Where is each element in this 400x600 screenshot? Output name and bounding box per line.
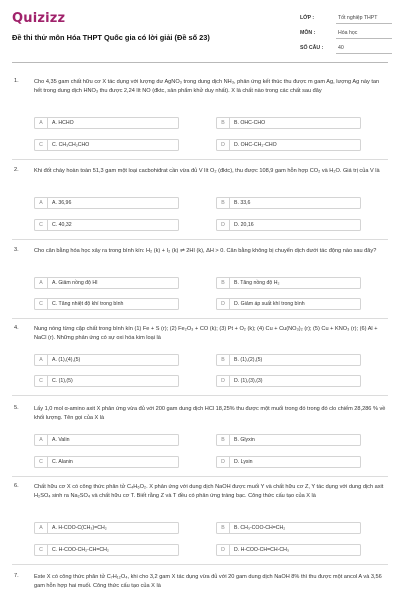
option-c[interactable] <box>34 375 179 387</box>
option-a[interactable] <box>34 354 179 366</box>
option-letter: A <box>35 118 48 128</box>
question-text: Cho cân bằng hóa học xảy ra trong bình kín: H₂ (k) + I₂ (k) ⇌ 2HI (k), ΔH > 0. Cân bằng không bị chuyển dịch dưới tác động nào sau đây? <box>34 248 377 254</box>
option-text: D. 20,16 <box>234 222 254 228</box>
question-number: 3. <box>14 247 19 253</box>
option-letter: B <box>217 278 230 288</box>
option-letter: D <box>217 545 230 555</box>
option-c[interactable] <box>34 456 179 468</box>
meta-value: 40 <box>338 45 344 51</box>
option-letter: A <box>35 278 48 288</box>
question-number: 1. <box>14 78 19 84</box>
option-d[interactable] <box>216 456 361 468</box>
question-number: 4. <box>14 325 19 331</box>
option-text: B. 33,6 <box>234 200 251 206</box>
question-number: 5. <box>14 405 19 411</box>
option-letter: A <box>35 198 48 208</box>
option-b[interactable] <box>216 434 361 446</box>
question-number: 2. <box>14 167 19 173</box>
option-text: C. (1),(5) <box>52 378 73 384</box>
option-letter: B <box>217 355 230 365</box>
meta-value: Tốt nghiệp THPT <box>338 15 378 21</box>
option-c[interactable] <box>34 544 179 556</box>
meta-key: MÔN : <box>300 30 316 36</box>
option-text: B. Glyxin <box>234 437 255 443</box>
option-d[interactable] <box>216 375 361 387</box>
option-d[interactable] <box>216 139 361 151</box>
option-c[interactable] <box>34 298 179 310</box>
option-letter: D <box>217 457 230 467</box>
option-letter: C <box>35 220 48 230</box>
option-text: D. (1),(3),(3) <box>234 378 263 384</box>
option-b[interactable] <box>216 522 361 534</box>
option-letter: B <box>217 523 230 533</box>
question-text: Cho 4,35 gam chất hữu cơ X tác dụng với lượng dư AgNO₃ trong dung dịch NH₃, phản ứng kết thúc thu được m gam Ag, lượng Ag này tan hết trong dung dịch HNO₃ thu được 2,24 lít NO (đktc, sản phẩm khử duy nhất). X là chất nào trong các chất sau đây <box>34 79 380 94</box>
option-text: D. H-COO-CH=CH-CH₃ <box>234 547 289 553</box>
option-text: B. OHC-CHO <box>234 120 266 126</box>
option-text: A. Giảm nồng độ HI <box>52 280 98 286</box>
option-letter: C <box>35 140 48 150</box>
option-text: A. HCHO <box>52 120 74 126</box>
question-divider <box>12 239 388 240</box>
option-text: C. CH₃CH₂CHO <box>52 142 90 148</box>
option-letter: C <box>35 376 48 386</box>
option-text: C. Alanin <box>52 459 73 465</box>
option-c[interactable] <box>34 139 179 151</box>
option-d[interactable] <box>216 544 361 556</box>
question-divider <box>12 476 388 477</box>
option-letter: D <box>217 140 230 150</box>
option-text: B. (1),(2),(5) <box>234 357 263 363</box>
meta-underline <box>336 53 392 54</box>
option-b[interactable] <box>216 354 361 366</box>
option-d[interactable] <box>216 219 361 231</box>
question-text: Nung nóng từng cặp chất trong bình kín (1) Fe + S (r); (2) Fe₂O₃ + CO (k); (3) Pt + O₂ (k); (4) Cu + Cu(NO₃)₂ (r); (5) Cu + KNO₃ (r); (6) Al + NaCl (r). Những phản ứng có sự oxi hóa kim loại là <box>34 326 378 341</box>
question-number: 6. <box>14 483 19 489</box>
page-title: Đề thi thử môn Hóa THPT Quốc gia có lời giải (Đề số 23) <box>12 33 210 42</box>
question-text: Lấy 1,0 mol α-amino axit X phản ứng vừa đủ với 200 gam dung dịch HCl 18,25% thu được một muối trong đó trong đó clo chiếm 28,286 % về khối lượng. Tên gọi của X là <box>34 406 386 421</box>
question-text: Chất hữu cơ X có công thức phân tử C₄H₆O₂. X phản ứng với dung dịch NaOH được muối Y và chất hữu cơ Z, Y tác dụng với dung dịch axit H₂SO₄ sinh ra Na₂SO₄ và chất hữu cơ T. Biết rằng Z và T đều có phản ứng tráng bạc. Công thức cấu tạo của X là <box>34 484 384 499</box>
meta-value: Hóa học <box>338 30 358 36</box>
worksheet-header <box>0 0 400 70</box>
option-text: C. 40,32 <box>52 222 72 228</box>
question-text: Este X có công thức phân tử C₇H₁₂O₄, khi cho 3,2 gam X tác dụng vừa đủ với 20 gam dung dịch NaOH 8% thì thu được một ancol A và 3,56 gam hỗn hợp hai muối. Công thức cấu tạo của X là <box>34 574 382 589</box>
option-c[interactable] <box>34 219 179 231</box>
option-text: D. Lysin <box>234 459 253 465</box>
option-a[interactable] <box>34 522 179 534</box>
option-d[interactable] <box>216 298 361 310</box>
option-text: B. CH₃-COO-CH=CH₂ <box>234 525 286 531</box>
meta-underline <box>336 23 392 24</box>
option-letter: C <box>35 299 48 309</box>
option-letter: D <box>217 376 230 386</box>
option-text: A. H-COO-C(CH₃)=CH₂ <box>52 525 107 531</box>
meta-key: SỐ CÂU : <box>300 45 324 51</box>
meta-key: LỚP : <box>300 15 315 21</box>
option-letter: C <box>35 545 48 555</box>
question-text: Khi đốt cháy hoàn toàn 51,3 gam một loại cacbohiđrat cần vừa đủ V lít O₂ (đktc), thu được 108,9 gam hỗn hợp CO₂ và H₂O. Giá trị của V là <box>34 168 380 174</box>
question-divider <box>12 564 388 565</box>
option-letter: B <box>217 198 230 208</box>
option-text: C. Tăng nhiệt độ khí trong bình <box>52 301 124 307</box>
option-letter: D <box>217 299 230 309</box>
option-b[interactable] <box>216 197 361 209</box>
option-letter: A <box>35 355 48 365</box>
option-a[interactable] <box>34 434 179 446</box>
question-divider <box>12 159 388 160</box>
option-text: A. Valin <box>52 437 70 443</box>
option-a[interactable] <box>34 277 179 289</box>
option-text: B. Tăng nồng độ H₂ <box>234 280 280 286</box>
option-b[interactable] <box>216 117 361 129</box>
question-divider <box>12 318 388 319</box>
option-text: A. (1),(4),(5) <box>52 357 81 363</box>
option-letter: D <box>217 220 230 230</box>
option-b[interactable] <box>216 277 361 289</box>
quizizz-logo: Quizizz <box>12 11 66 26</box>
question-divider <box>12 395 388 396</box>
option-letter: B <box>217 118 230 128</box>
option-text: A. 36,96 <box>52 200 72 206</box>
option-text: D. OHC-CH₂-CHO <box>234 142 277 148</box>
question-number: 7. <box>14 573 19 579</box>
option-letter: C <box>35 457 48 467</box>
option-letter: A <box>35 435 48 445</box>
option-text: C. H-COO-CH₂-CH=CH₂ <box>52 547 109 553</box>
option-letter: B <box>217 435 230 445</box>
option-a[interactable] <box>34 117 179 129</box>
meta-underline <box>336 38 392 39</box>
option-letter: A <box>35 523 48 533</box>
option-text: D. Giảm áp suất khí trong bình <box>234 301 305 307</box>
header-divider <box>12 62 388 63</box>
option-a[interactable] <box>34 197 179 209</box>
